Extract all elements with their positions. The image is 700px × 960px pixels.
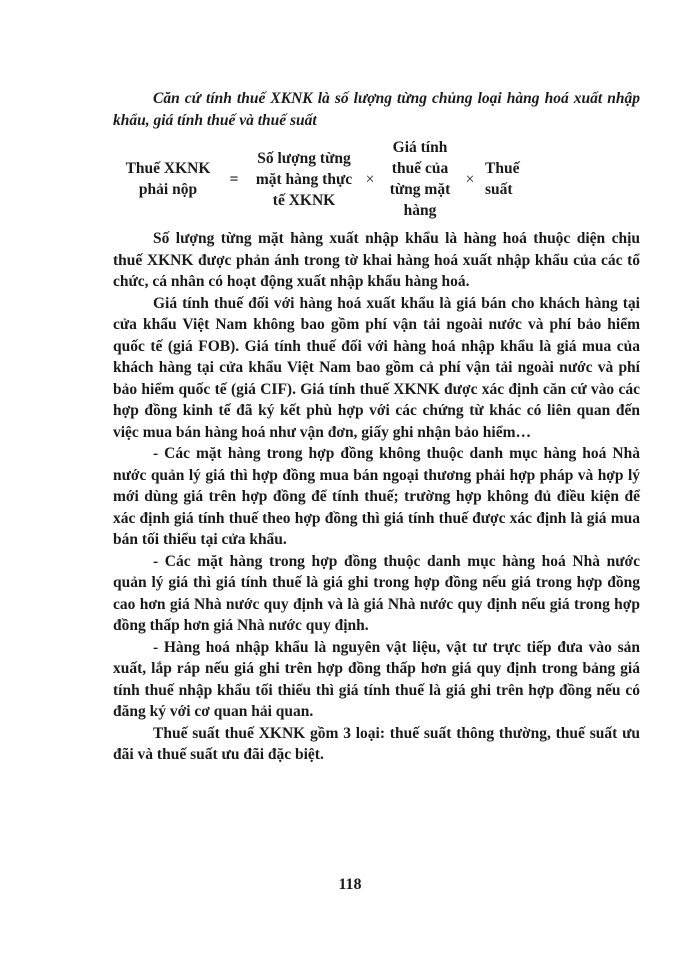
page-body xyxy=(113,88,640,766)
body-paragraph: Thuế suất thuế XKNK gồm 3 loại: thuế suất thông thường, thuế suất ưu đãi và thuế suất ưu đãi đặc biệt. xyxy=(113,724,640,763)
bullet-paragraph: - Hàng hoá nhập khẩu là nguyên vật liệu, vật tư trực tiếp đưa vào sản xuất, lắp ráp nếu giá ghi trên hợp đồng thấp hơn giá quy định trong bảng giá tính thuế nhập khẩu tối thiểu thì giá tính thuế là giá ghi trên hợp đồng nếu có đăng ký với cơ quan hải quan. xyxy=(113,638,640,720)
formula-multiply-sign: × xyxy=(365,170,375,188)
formula-price-term: Giá tính thuế của từng mặt hàng xyxy=(389,139,451,219)
body-paragraph: Số lượng từng mặt hàng xuất nhập khẩu là hàng hoá thuộc diện chịu thuế XKNK được phản ánh trong tờ khai hàng hoá xuất nhập khẩu của các tổ chức, cá nhân có hoạt động xuất nhập khẩu hàng hoá. xyxy=(113,230,640,290)
formula-lhs: Thuế XKNK phải nộp xyxy=(125,160,211,198)
formula-equals-sign: = xyxy=(229,170,239,188)
bullet-paragraph: - Các mặt hàng trong hợp đồng thuộc danh mục hàng hoá Nhà nước quản lý giá thì giá tính thuế là giá ghi trong hợp đồng nếu giá trong hợp đồng cao hơn giá Nhà nước quy định và là giá Nhà nước quy định nếu giá trong hợp đồng thấp hơn giá Nhà nước quy định. xyxy=(113,552,640,634)
formula-rate-term: Thuế suất xyxy=(485,160,520,198)
body-paragraph: Giá tính thuế đối với hàng hoá xuất khẩu là giá bán cho khách hàng tại cửa khẩu Việt Nam không bao gồm phí vận tải ngoài nước và phí bảo hiểm quốc tế (giá FOB). Giá tính thuế đối với hàng hoá nhập khẩu là giá mua của khách hàng tại cửa khẩu Việt Nam bao gồm cả phí vận tải ngoài nước và phí bảo hiểm quốc tế (giá CIF). Giá tính thuế XKNK được xác định căn cứ vào các hợp đồng kinh tế đã ký kết phù hợp với các chứng từ khác có liên quan đến việc mua bán hàng hoá như vận đơn, giấy ghi nhận bảo hiểm… xyxy=(113,294,640,441)
formula-multiply-sign: × xyxy=(465,170,475,188)
tax-formula xyxy=(113,133,640,225)
bullet-paragraph: - Các mặt hàng trong hợp đồng không thuộc danh mục hàng hoá Nhà nước quản lý giá thì hợp đồng mua bán ngoại thương phải hợp pháp và hợp lý mới dùng giá trên hợp đồng để tính thuế; trường hợp không đủ điều kiện để xác định giá tính thuế theo hợp đồng thì giá tính thuế được xác định là giá mua bán tối thiểu tại cửa khẩu. xyxy=(113,445,640,548)
intro-paragraph: Căn cứ tính thuế XKNK là số lượng từng chủng loại hàng hoá xuất nhập khẩu, giá tính thuế và thuế suất xyxy=(113,90,640,129)
page-number: 118 xyxy=(338,876,362,893)
formula-quantity-term: Số lượng từng mặt hàng thực tế XKNK xyxy=(255,149,353,209)
